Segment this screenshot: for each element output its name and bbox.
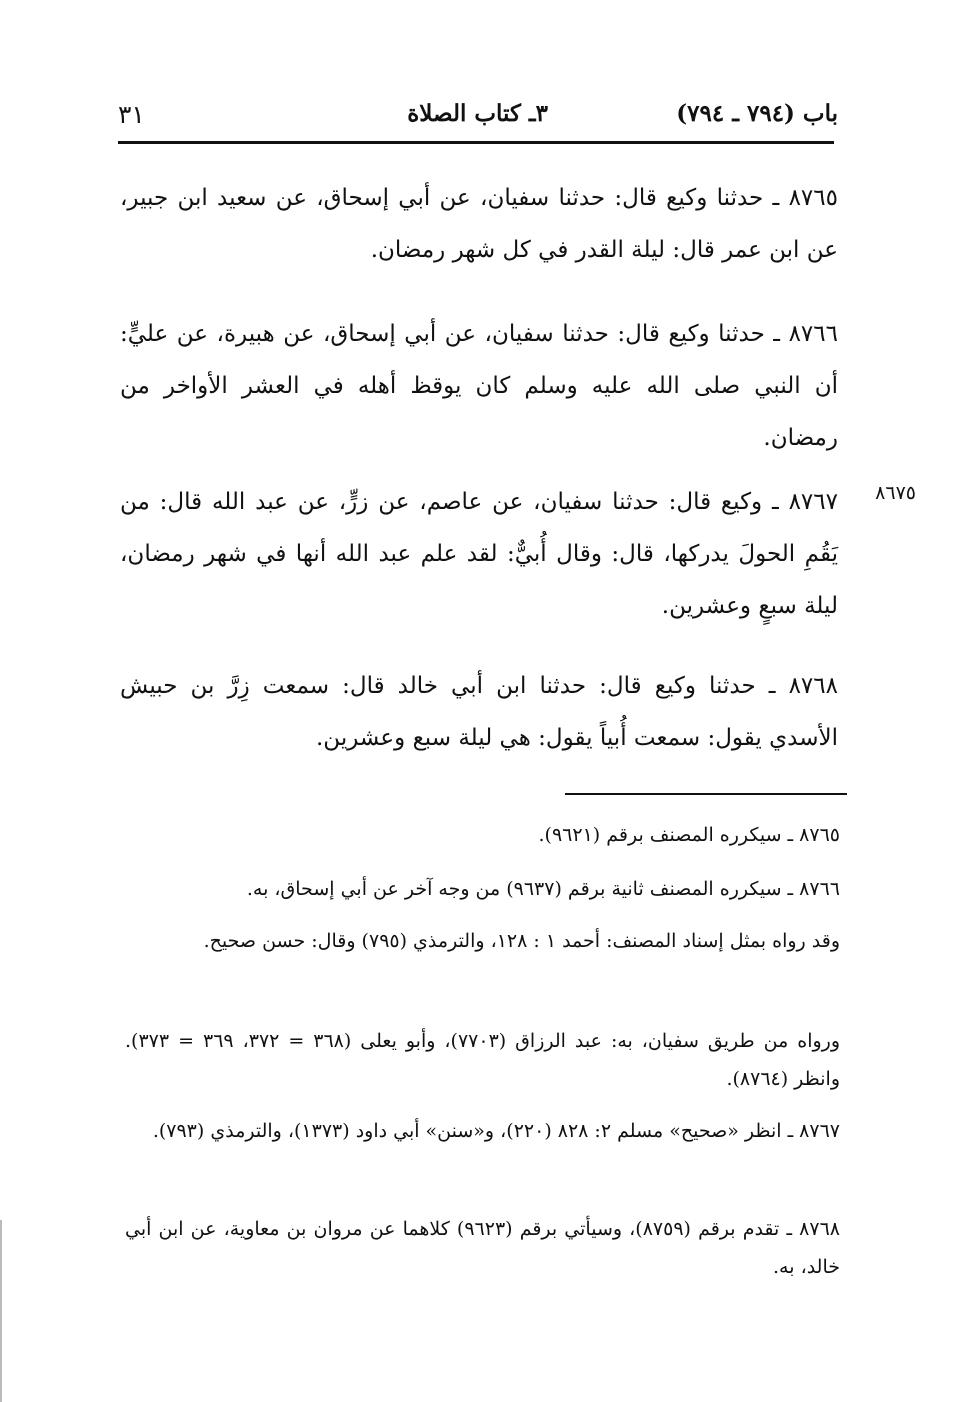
hadith-8766: ٨٧٦٦ ـ حدثنا وكيع قال: حدثنا سفيان، عن أبي إسحاق، عن هبيرة، عن عليٍّ: أن النبي صلى الله عليه وسلم كان يوقظ أهله في العشر الأواخر من رمضان.	[120, 321, 838, 451]
chapter-heading: باب (٧٩٤ ـ ٧٩٤)	[676, 100, 838, 127]
hadith-8768: ٨٧٦٨ ـ حدثنا وكيع قال: حدثنا ابن أبي خالد قال: سمعت زِرَّ بن حبيش الأسدي يقول: سمعت أُبياً يقول: هي ليلة سبع وعشرين.	[120, 673, 838, 751]
footnote-8766-cont-1: وقد رواه بمثل إسناد المصنف: أحمد ١ : ١٢٨، والترمذي (٧٩٥) وقال: حسن صحيح.	[203, 930, 840, 952]
footnote-8765: ٨٧٦٥ ـ سيكرره المصنف برقم (٩٦٢١).	[538, 824, 840, 846]
header-rule	[118, 141, 834, 144]
hadith-8765: ٨٧٦٥ ـ حدثنا وكيع قال: حدثنا سفيان، عن أبي إسحاق، عن سعيد ابن جبير، عن ابن عمر قال: ليلة القدر في كل شهر رمضان.	[120, 185, 838, 263]
footnote-separator	[565, 793, 847, 795]
book-heading: ٣ـ كتاب الصلاة	[407, 100, 548, 127]
page-header	[118, 92, 838, 142]
footnote-8767: ٨٧٦٧ ـ انظر «صحيح» مسلم ٢: ٨٢٨ (٢٢٠)، و«سنن» أبي داود (١٣٧٣)، والترمذي (٧٩٣).	[152, 1120, 840, 1142]
footnote-8768: ٨٧٦٨ ـ تقدم برقم (٨٧٥٩)، وسيأتي برقم (٩٦٢٣) كلاهما عن مروان بن معاوية، عن ابن أبي خالد، به.	[125, 1218, 840, 1278]
footnote-8766-cont-2: ورواه من طريق سفيان، به: عبد الرزاق (٧٧٠٣)، وأبو يعلى (٣٦٨ = ٣٧٢، ٣٦٩ = ٣٧٣). وانظر (٨٧٦٤).	[125, 1030, 841, 1090]
page-number: ٣١	[118, 100, 145, 129]
footnote-8766: ٨٧٦٦ ـ سيكرره المصنف ثانية برقم (٩٦٣٧) من وجه آخر عن أبي إسحاق، به.	[246, 878, 840, 900]
page-edge-shadow	[0, 1220, 2, 1402]
margin-reference-number: ٨٦٧٥	[875, 482, 916, 504]
hadith-8767: ٨٧٦٧ ـ وكيع قال: حدثنا سفيان، عن عاصم، عن زرٍّ، عن عبد الله قال: من يَقُمِ الحولَ يدركها، قال: وقال أُبيٌّ: لقد علم عبد الله أنها في شهر رمضان، ليلة سبعٍ وعشرين.	[120, 489, 838, 619]
